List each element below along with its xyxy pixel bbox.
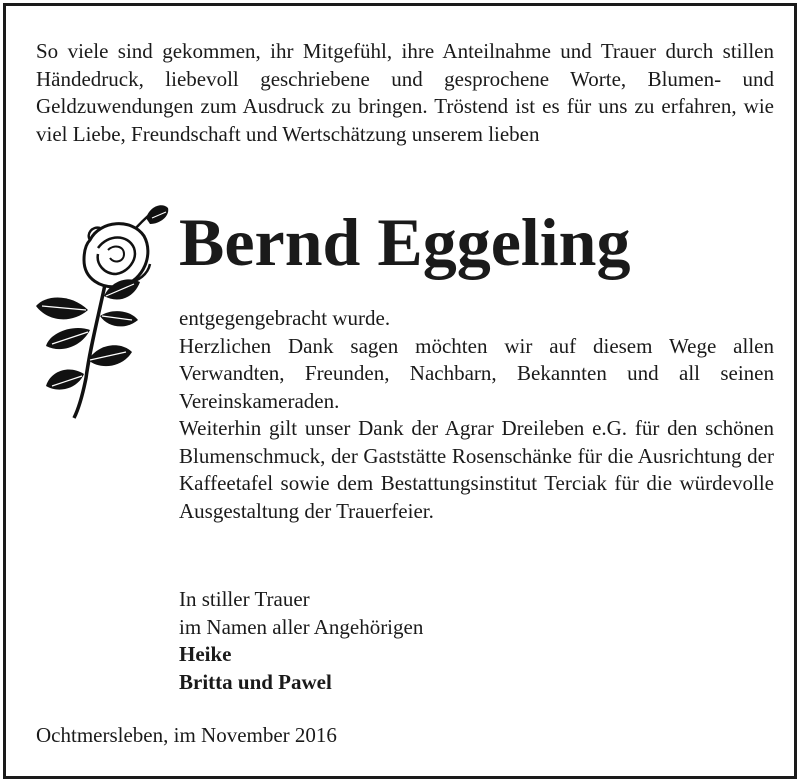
body-paragraph: Weiterhin gilt unser Dank der Agrar Dreileben e.G. für den schönen Blumenschmuck, der Gaststätte Rosenschänke für die Ausrichtung der Kaffeetafel sowie dem Bestattungsinstitut Terciak für die würdevolle Ausgestaltung der Trauerfeier. [179, 416, 774, 523]
body-paragraph: entgegengebracht wurde. [179, 306, 391, 330]
signature-block [179, 586, 774, 696]
place-date: Ochtmersleben, im November 2016 [36, 723, 337, 747]
notice-body [179, 305, 774, 525]
closing-line: In stiller Trauer [179, 587, 310, 611]
closing-line: im Namen aller Angehörigen [179, 614, 424, 639]
rose-icon [28, 198, 178, 423]
notice-frame [3, 3, 797, 779]
signatory: Heike [179, 642, 232, 666]
intro-text: So viele sind gekommen, ihr Mitgefühl, ihre Anteilnahme und Trauer durch stillen Händedruck, liebevoll geschriebene und gesprochene Worte, Blumen- und Geldzuwendungen zum Ausdruck zu bringen. Tröstend ist es für uns zu erfahren, wie viel Liebe, Freundschaft und Wertschätzung unserem lieben [36, 39, 774, 146]
deceased-name: Bernd Eggeling [179, 204, 631, 280]
body-paragraph: Herzlichen Dank sagen möchten wir auf diesem Wege allen Verwandten, Freunden, Nachbarn, Bekannten und all seinen Vereinskameraden. [179, 333, 774, 413]
signatory: Britta und Pawel [179, 669, 332, 694]
